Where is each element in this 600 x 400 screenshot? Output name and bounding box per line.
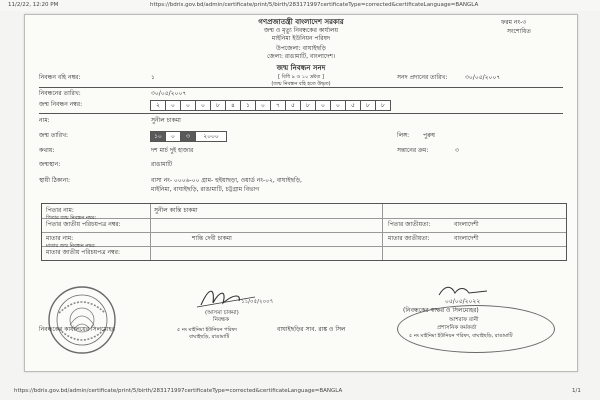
- rule-reference: [ বিধি ৯ ও ১০ দ্রষ্টব্য ]: [278, 74, 324, 80]
- father-nationality-value: বাংলাদেশী: [454, 221, 479, 228]
- father-name-value: সুনীল কান্তি চাকমা: [154, 207, 198, 214]
- birth-place-value: রাঙামাটি: [151, 161, 173, 168]
- right-signatory-name: আশরাফ রানী: [449, 317, 479, 323]
- right-signatory-title: প্রশাসনিক কর্মকর্তা: [437, 325, 477, 331]
- table-row: [42, 232, 566, 247]
- print-timestamp: 11/2/22, 12:20 PM: [8, 2, 59, 8]
- sex-value: পুরুষ: [423, 132, 435, 139]
- column-divider: [150, 204, 151, 260]
- left-signatory-name: (আসমা চাকমা): [205, 310, 239, 316]
- dob-words-value: দশ মার্চ দুই হাজার: [151, 147, 194, 154]
- address-line-2: মাইনিমা, বাঘাইছড়ি, রাঙামাটি, চট্টগ্রাম বিভাগ: [151, 186, 260, 193]
- browser-print-header: [0, 0, 600, 11]
- government-title: গণপ্রজাতন্ত্রী বাংলাদেশ সরকার: [258, 18, 344, 26]
- birth-order-value: ৩: [455, 147, 459, 154]
- birth-certificate: [24, 14, 578, 372]
- mother-reg-label: মাতার জন্ম নিবন্ধন নম্বর:: [46, 243, 96, 249]
- registration-date-label: নিবন্ধনের তারিখ:: [39, 90, 81, 97]
- divider: [39, 113, 563, 114]
- column-divider: [382, 204, 383, 260]
- union-round-seal: [47, 285, 117, 355]
- dob-boxes: [151, 131, 227, 142]
- corrected-label: সংশোধিত: [507, 28, 531, 35]
- registration-digit-box: ০: [195, 100, 211, 111]
- rule-subtitle: (জন্ম নিবন্ধন বহি হতে উদ্ধৃত): [271, 81, 331, 87]
- registration-digit-box: ০: [315, 100, 331, 111]
- office-title: জন্ম ও মৃত্যু নিবন্ধকের কার্যালয়: [264, 27, 338, 34]
- table-row: [42, 246, 566, 261]
- left-seal-caption: নিবন্ধকের কার্যালয়ের সিলমোহর: [39, 326, 116, 333]
- registration-digit-box: ১: [240, 100, 256, 111]
- mother-nationality-value: বাংলাদেশী: [454, 235, 479, 242]
- name-value: সুনীল চাকমা: [151, 117, 181, 124]
- left-signature-date: ১১/০৫/২০০৭: [241, 299, 274, 305]
- browser-print-footer: [0, 386, 600, 398]
- right-signature-caption: (নিবন্ধকের স্বাক্ষর ও সিলমোহর): [403, 307, 479, 314]
- right-signature-date: ০৫/০৫/২০২২: [445, 298, 481, 305]
- form-number: ফরম নং-৩: [501, 19, 527, 26]
- father-nationality-label: পিতার জাতীয়তা:: [388, 221, 431, 228]
- registration-number-boxes: [151, 100, 391, 111]
- registration-digit-box: ০: [255, 100, 271, 111]
- dob-month-box: ৩: [180, 131, 196, 142]
- left-signature: [195, 283, 285, 311]
- dob-year-box: ২০০০: [195, 131, 227, 142]
- father-nid-label: পিতার জাতীয় পরিচয়পত্র নম্বর:: [46, 221, 121, 228]
- registration-digit-box: ৪: [225, 100, 241, 111]
- parents-table: [41, 203, 567, 261]
- registration-digit-box: ৭: [270, 100, 286, 111]
- divider: [39, 87, 563, 88]
- address-line-1: বাসা নং- ০০০৬-০০ গ্রাম- হুইয়াছড়া, ওয়ার্ড নং-০২, বাঘাইছড়ি,: [151, 177, 302, 184]
- left-office-2: বাঘাইছড়ি, রাঙামাটি: [189, 334, 230, 340]
- left-signatory-title: নিবন্ধক: [213, 317, 230, 323]
- footer-url: https://bdris.gov.bd/admin/certificate/print/5/birth/283171997certificateType=corrected&certificateLanguage=BANGLA: [14, 388, 343, 394]
- registration-digit-box: ০: [330, 100, 346, 111]
- certificate-title: জন্ম নিবন্ধন সনদ: [276, 64, 326, 72]
- registration-digit-box: ০: [180, 100, 196, 111]
- mother-name-value: শান্তি দেবী চাকমা: [192, 235, 232, 242]
- registration-digit-box: ৮: [210, 100, 226, 111]
- left-office: ৫ নং মাইনিমা ইউনিয়ন পরিষদ: [177, 327, 238, 333]
- address-label: স্থায়ী ঠিকানা:: [39, 177, 71, 184]
- registration-digit-box: ০: [165, 100, 181, 111]
- mother-nid-label: মাতার জাতীয় পরিচয়পত্র নম্বর:: [46, 249, 120, 256]
- sex-label: লিঙ্গ:: [397, 132, 410, 139]
- upazila-name: উপজেলা: বাঘাইছড়ি: [276, 45, 326, 52]
- registration-digit-box: ৮: [300, 100, 316, 111]
- table-row: [42, 204, 566, 218]
- registration-digit-box: ৮: [375, 100, 391, 111]
- issue-date-label: সনদ প্রদানের তারিখ:: [397, 74, 448, 81]
- right-office: ৫ নং মাইনিমা ইউনিয়ন পরিষদ, বাঘাইছড়ি, রাঙামাটি: [409, 333, 513, 339]
- mother-name-label: মাতার নাম:: [46, 235, 74, 242]
- registration-digit-box: ২: [150, 100, 166, 111]
- book-number-label: নিবন্ধন বহি নম্বর:: [39, 74, 81, 81]
- dob-words-label: কথায়:: [39, 147, 55, 154]
- dob-label: জন্ম তারিখ:: [39, 132, 69, 139]
- registration-digit-box: ৫: [285, 100, 301, 111]
- father-name-label: পিতার নাম:: [46, 207, 74, 214]
- birth-place-label: জন্মস্থান:: [39, 161, 61, 168]
- name-label: নাম:: [39, 117, 50, 124]
- page-number: 1/1: [572, 388, 581, 394]
- registration-digit-box: ৫: [345, 100, 361, 111]
- issue-date-value: ৩০/০৫/২০০৭: [465, 74, 501, 81]
- district-name: জেলা: রাঙামাটি, বাংলাদেশ।: [266, 53, 336, 60]
- book-number-value: ১: [151, 74, 155, 81]
- right-signature: [435, 283, 495, 299]
- union-name: মাইনিমা ইউনিয়ন পরিষদ: [271, 35, 331, 42]
- dob-sep-box: ০: [165, 131, 181, 142]
- registration-digit-box: ৮: [360, 100, 376, 111]
- dob-day-box: ১০: [150, 131, 166, 142]
- birth-order-label: সন্তানের ক্রম:: [397, 147, 429, 154]
- middle-caption: বাঘাইছড়ির সাব. রাঙ্ক ও সিল: [277, 326, 346, 333]
- registration-number-label: জন্ম নিবন্ধন নম্বর:: [39, 101, 83, 108]
- mother-nationality-label: মাতার জাতীয়তা:: [388, 235, 430, 242]
- registration-date-value: ৩০/০৫/২০০৭: [151, 90, 187, 97]
- father-reg-label: পিতার জন্ম নিবন্ধন নম্বর:: [46, 215, 97, 221]
- print-url: https://bdris.gov.bd/admin/certificate/print/5/birth/283171997certificateType=corrected&certificateLanguage=BANGLA: [150, 2, 479, 8]
